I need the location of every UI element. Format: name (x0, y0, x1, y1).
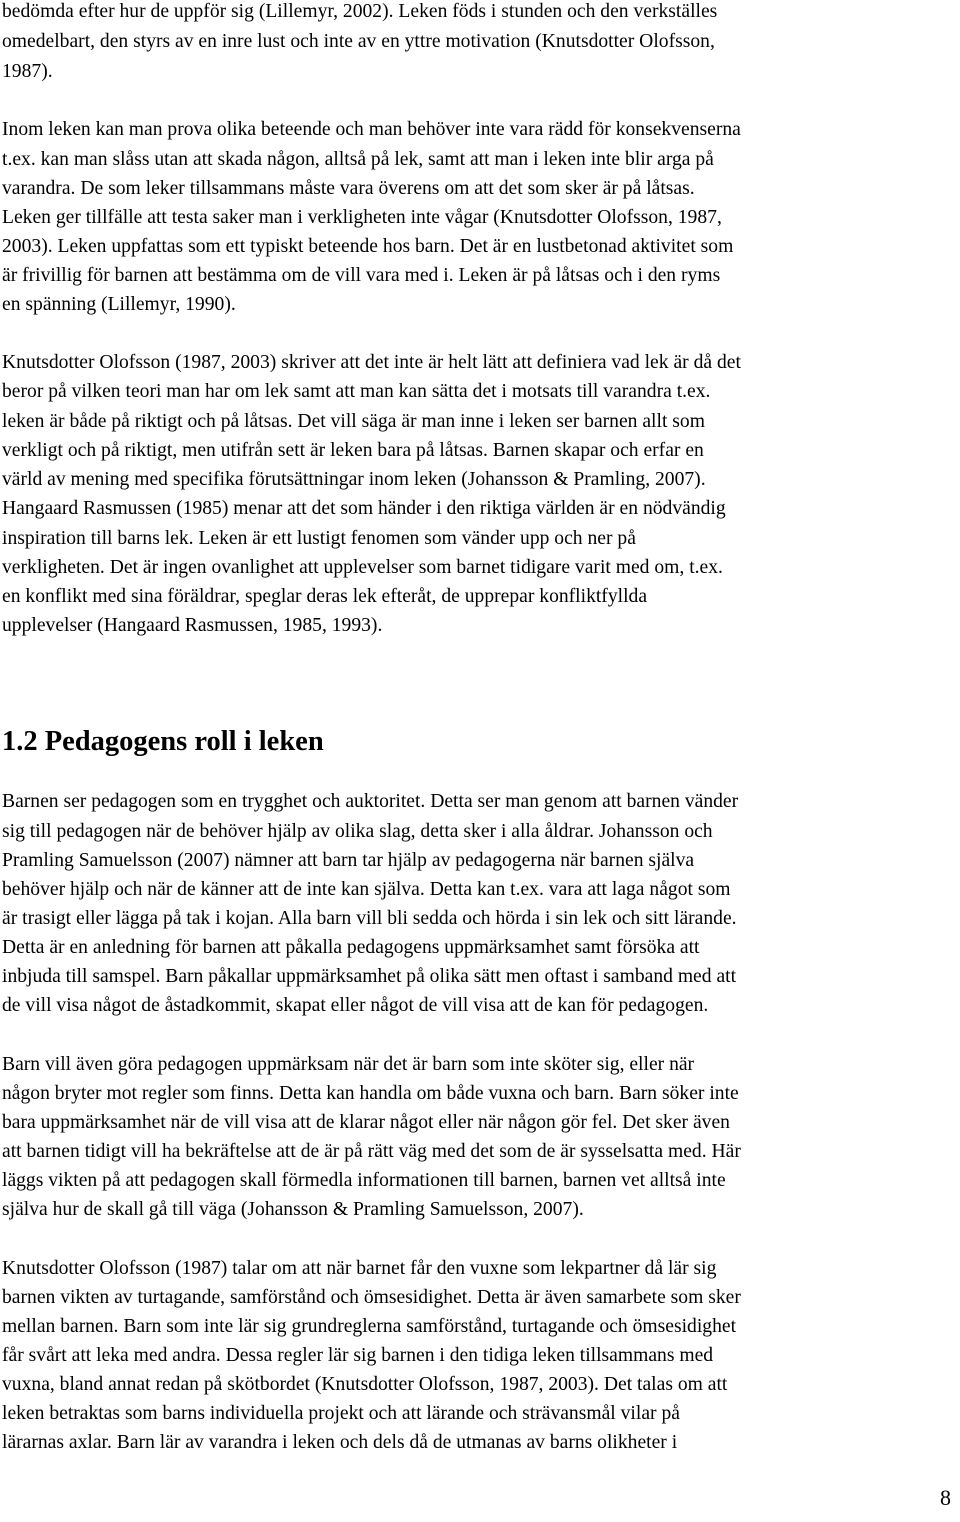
text-line: är frivillig för barnen att bestämma om de vill vara med i. Leken är på låtsas och i den ryms (2, 265, 721, 286)
text-line: att barnen tidigt vill ha bekräftelse att de är på rätt väg med det som de är sysselsatta med. Här (2, 1141, 741, 1162)
section-heading: 1.2 Pedagogens roll i leken (2, 726, 324, 757)
text-line: barnen vikten av turtagande, samförstånd och ömsesidighet. Detta är även samarbete som sker (2, 1287, 741, 1308)
text-line: verkligheten. Det är ingen ovanlighet att upplevelser som barnet tidigare varit med om, t.ex. (2, 557, 723, 578)
text-line: Hangaard Rasmussen (1985) menar att det som händer i den riktiga världen är en nödvändig (2, 498, 726, 519)
text-line: bedömda efter hur de uppför sig (Lillemyr, 2002). Leken föds i stunden och den verkställes (2, 1, 718, 22)
text-line: omedelbart, den styrs av en inre lust och inte av en yttre motivation (Knutsdotter Olofsson, (2, 31, 715, 52)
text-line: Knutsdotter Olofsson (1987, 2003) skriver att det inte är helt lätt att definiera vad lek är då det (2, 352, 741, 373)
text-line: t.ex. kan man slåss utan att skada någon, alltså på lek, samt att man i leken inte blir arga på (2, 149, 714, 170)
text-line: läggs vikten på att pedagogen skall förmedla informationen till barnen, barnen vet alltså inte (2, 1170, 726, 1191)
text-line: själva hur de skall gå till väga (Johansson & Pramling Samuelsson, 2007). (2, 1199, 584, 1220)
text-line: 1987). (2, 61, 53, 82)
text-line: Barnen ser pedagogen som en trygghet och auktoritet. Detta ser man genom att barnen vänder (2, 791, 739, 812)
text-line: sig till pedagogen när de behöver hjälp av olika slag, detta sker i alla åldrar. Johansson och (2, 821, 713, 842)
text-line: vuxna, bland annat redan på skötbordet (Knutsdotter Olofsson, 1987, 2003). Det talas om att (2, 1374, 728, 1395)
text-line: de vill visa något de åstadkommit, skapat eller något de vill visa att de kan för pedagogen. (2, 995, 709, 1016)
text-line: beror på vilken teori man har om lek samt att man kan sätta det i motsats till varandra t.ex. (2, 381, 711, 402)
text-line: bara uppmärksamhet när de vill visa att de klarar något eller när någon gör fel. Det sker även (2, 1112, 730, 1133)
text-line: Leken ger tillfälle att testa saker man i verkligheten inte vågar (Knutsdotter Olofsson, 1987, (2, 207, 722, 228)
text-line: leken är både på riktigt och på låtsas. Det vill säga är man inne i leken ser barnen allt som (2, 411, 705, 432)
text-line: någon bryter mot regler som finns. Detta kan handla om både vuxna och barn. Barn söker inte (2, 1083, 739, 1104)
text-line: Detta är en anledning för barnen att påkalla pedagogens uppmärksamhet samt försöka att (2, 937, 700, 958)
text-line: Inom leken kan man prova olika beteende och man behöver inte vara rädd för konsekvenserna (2, 119, 741, 140)
text-line: värld av mening med specifika förutsättningar inom leken (Johansson & Pramling, 2007). (2, 469, 706, 490)
text-line: inspiration till barns lek. Leken är ett lustigt fenomen som vänder upp och ner på (2, 528, 636, 549)
text-line: inbjuda till samspel. Barn påkallar uppmärksamhet på olika sätt men oftast i samband med att (2, 966, 737, 987)
text-line: 2003). Leken uppfattas som ett typiskt beteende hos barn. Det är en lustbetonad aktivitet som (2, 236, 734, 257)
text-line: Pramling Samuelsson (2007) nämner att barn tar hjälp av pedagogerna när barnen själva (2, 850, 695, 871)
text-line: en spänning (Lillemyr, 1990). (2, 294, 236, 315)
text-line: behöver hjälp och när de känner att de inte kan själva. Detta kan t.ex. vara att laga något som (2, 879, 731, 900)
page-number: 8 (940, 1485, 951, 1510)
text-line: leken betraktas som barns individuella projekt och att lärande och strävansmål vilar på (2, 1403, 680, 1424)
text-line: en konflikt med sina föräldrar, speglar deras lek efteråt, de upprepar konfliktfyllda (2, 586, 648, 607)
text-line: verkligt och på riktigt, men utifrån sett är leken bara på låtsas. Barnen skapar och erfar en (2, 440, 704, 461)
text-line: Knutsdotter Olofsson (1987) talar om att när barnet får den vuxne som lekpartner då lär sig (2, 1258, 717, 1279)
text-line: mellan barnen. Barn som inte lär sig grundreglerna samförstånd, turtagande och ömsesidighet (2, 1316, 737, 1337)
text-line: upplevelser (Hangaard Rasmussen, 1985, 1993). (2, 615, 383, 636)
text-line: är trasigt eller lägga på tak i kojan. Alla barn vill bli sedda och hörda i sin lek och sitt lärande. (2, 908, 737, 929)
text-line: lärarnas axlar. Barn lär av varandra i leken och dels då de utmanas av barns olikheter i (2, 1432, 678, 1453)
text-line: Barn vill även göra pedagogen uppmärksam när det är barn som inte sköter sig, eller när (2, 1054, 695, 1075)
text-line: varandra. De som leker tillsammans måste vara överens om att det som sker är på låtsas. (2, 178, 695, 199)
text-line: får svårt att leka med andra. Dessa regler lär sig barnen i den tidiga leken tillsammans med (2, 1345, 714, 1366)
